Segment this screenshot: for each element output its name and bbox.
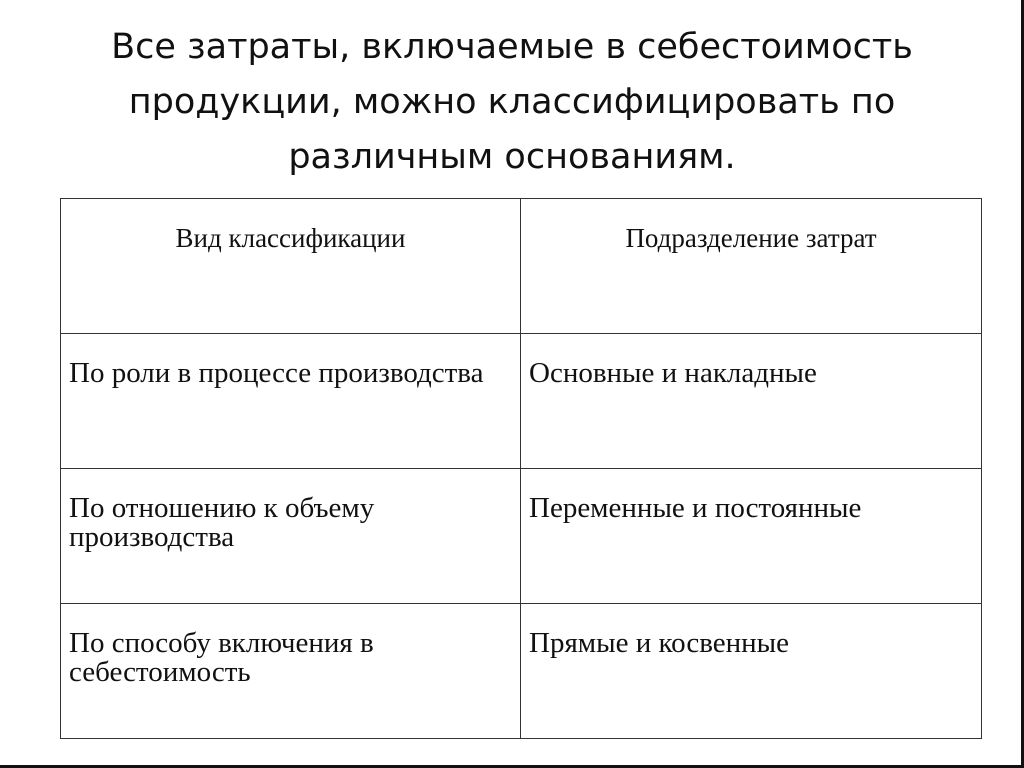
cell-classification-type: По отношению к объему производства [61,469,521,604]
title-line: продукции, можно классифицировать по [128,82,896,122]
table-row [61,334,982,469]
table-row [61,604,982,739]
cell-classification-type: По роли в процессе производства [61,334,521,469]
classification-table [60,198,982,739]
cell-classification-type: По способу включения в себестоимость [61,604,521,739]
cell-cost-division: Переменные и постоянные [521,469,982,604]
table-header-row [61,199,982,334]
title-line: различным основаниям. [288,137,736,177]
header-classification-type: Вид классификации [61,199,521,334]
table-row [61,469,982,604]
title-line: Все затраты, включаемые в себестоимость [111,27,913,67]
header-cost-division: Подразделение затрат [521,199,982,334]
slide-title [40,20,984,185]
cell-cost-division: Прямые и косвенные [521,604,982,739]
cell-cost-division: Основные и накладные [521,334,982,469]
